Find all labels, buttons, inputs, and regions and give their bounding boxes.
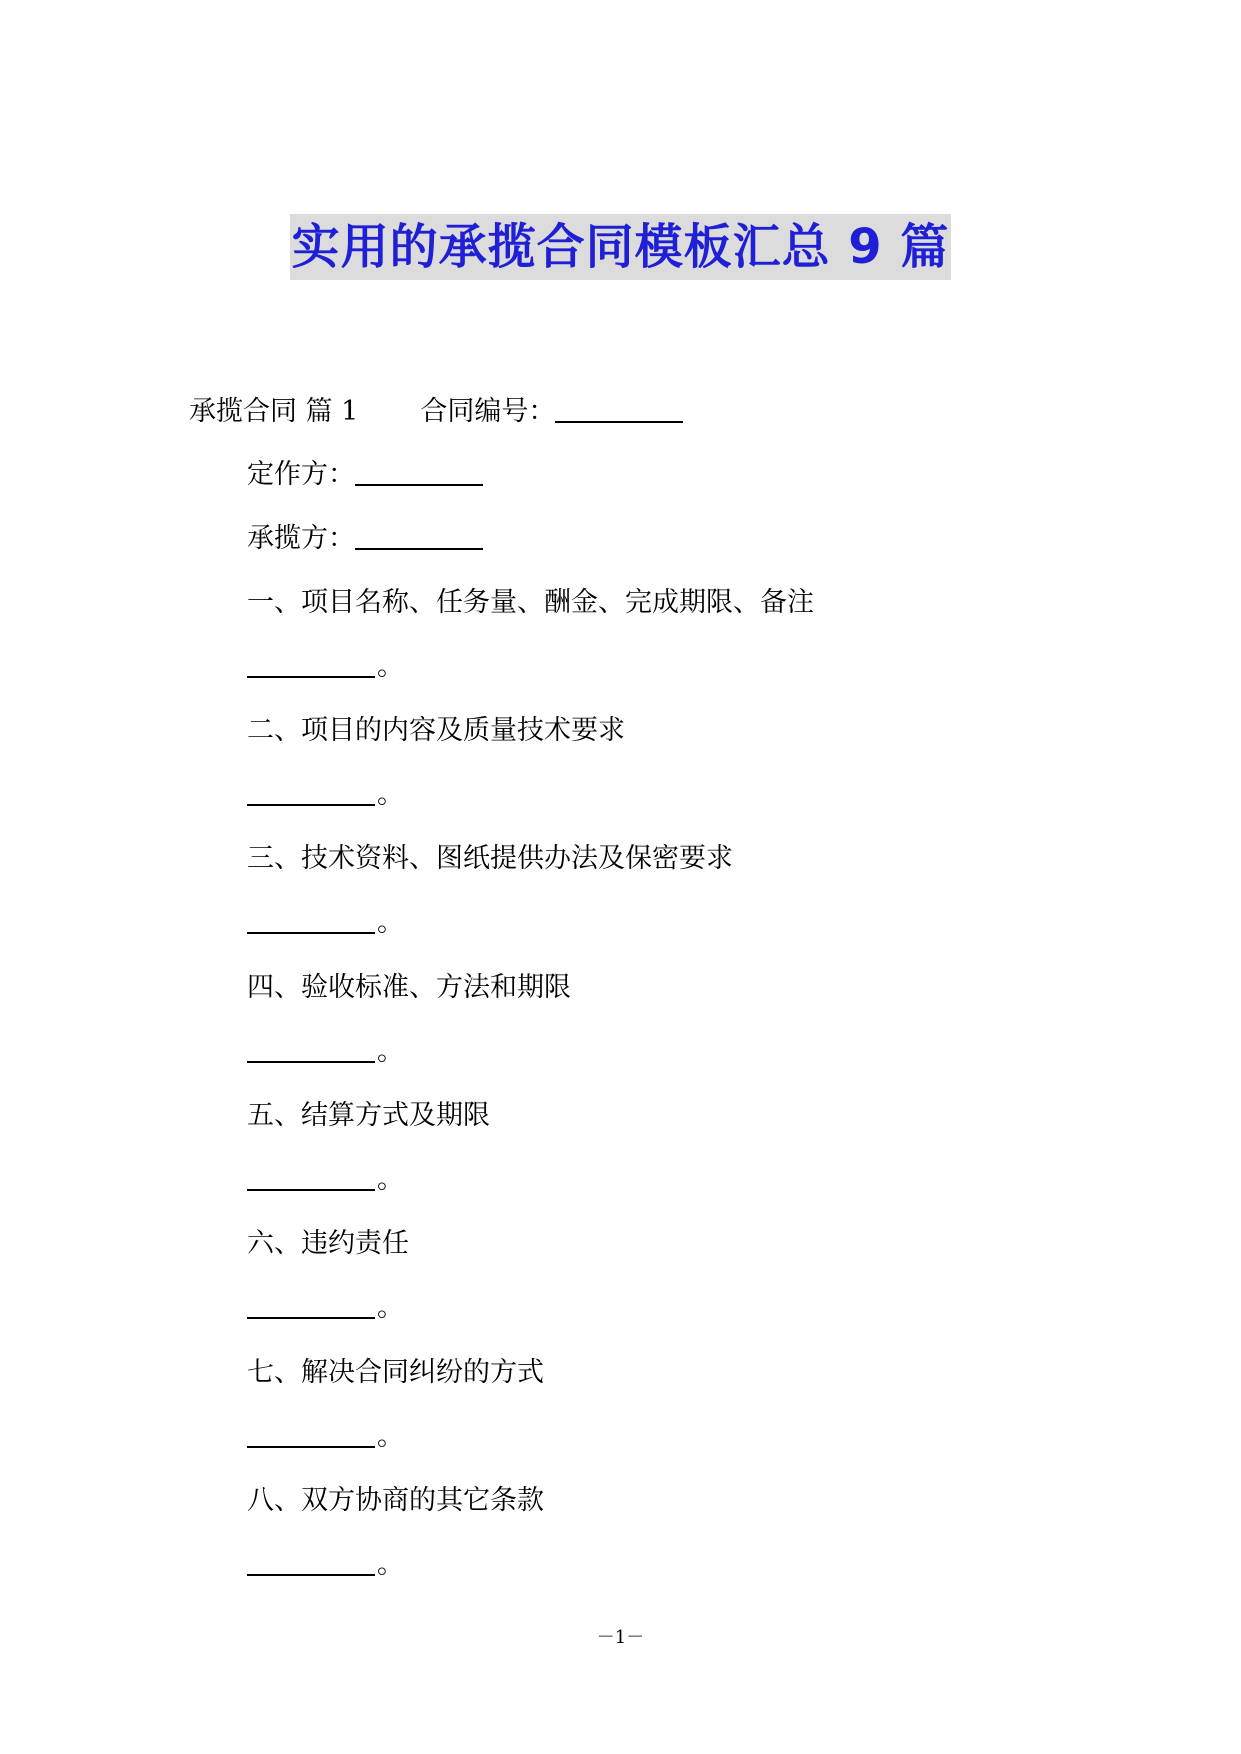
- fill-line: [247, 647, 404, 687]
- clause-heading: 七、解决合同纠纷的方式: [247, 1357, 544, 1388]
- fill-suffix: 。: [377, 1421, 404, 1452]
- fill-blank: [247, 1035, 375, 1063]
- party-line: [247, 519, 483, 559]
- party-blank: [355, 458, 483, 486]
- fill-line: [247, 903, 404, 943]
- fill-suffix: 。: [377, 779, 404, 810]
- document-title: 实用的承揽合同模板汇总 9 篇: [290, 214, 952, 280]
- fill-blank: [247, 906, 375, 934]
- section-title: 承揽合同 篇 1: [189, 396, 359, 427]
- fill-suffix: 。: [377, 1036, 404, 1067]
- clause-heading: 二、项目的内容及质量技术要求: [247, 715, 625, 746]
- fill-blank: [247, 650, 375, 678]
- fill-line: [247, 1417, 404, 1457]
- party-label: 承揽方：: [247, 523, 355, 554]
- fill-blank: [247, 778, 375, 806]
- fill-suffix: 。: [377, 907, 404, 938]
- contract-no-label: 合同编号：: [420, 396, 556, 427]
- clause-heading: 八、双方协商的其它条款: [247, 1485, 544, 1516]
- party-line: [247, 455, 483, 495]
- page-number: －1－: [596, 1627, 645, 1648]
- fill-suffix: 。: [377, 1549, 404, 1580]
- fill-suffix: 。: [377, 651, 404, 682]
- fill-blank: [247, 1420, 375, 1448]
- clause-heading: 一、项目名称、任务量、酬金、完成期限、备注: [247, 587, 814, 618]
- fill-line: [247, 1032, 404, 1072]
- fill-line: [247, 775, 404, 815]
- fill-line: [247, 1288, 404, 1328]
- contract-no-blank: [555, 395, 683, 423]
- fill-line: [247, 1545, 404, 1585]
- clause-heading: 五、结算方式及期限: [247, 1100, 490, 1131]
- fill-line: [247, 1160, 404, 1200]
- fill-blank: [247, 1548, 375, 1576]
- fill-blank: [247, 1163, 375, 1191]
- fill-suffix: 。: [377, 1292, 404, 1323]
- contract-header-line: [189, 392, 683, 432]
- clause-heading: 四、验收标准、方法和期限: [247, 972, 571, 1003]
- fill-blank: [247, 1291, 375, 1319]
- fill-suffix: 。: [377, 1164, 404, 1195]
- party-blank: [355, 522, 483, 550]
- clause-heading: 三、技术资料、图纸提供办法及保密要求: [247, 843, 733, 874]
- title-wrapper: [0, 214, 1241, 280]
- clause-heading: 六、违约责任: [247, 1228, 409, 1259]
- party-label: 定作方：: [247, 459, 355, 490]
